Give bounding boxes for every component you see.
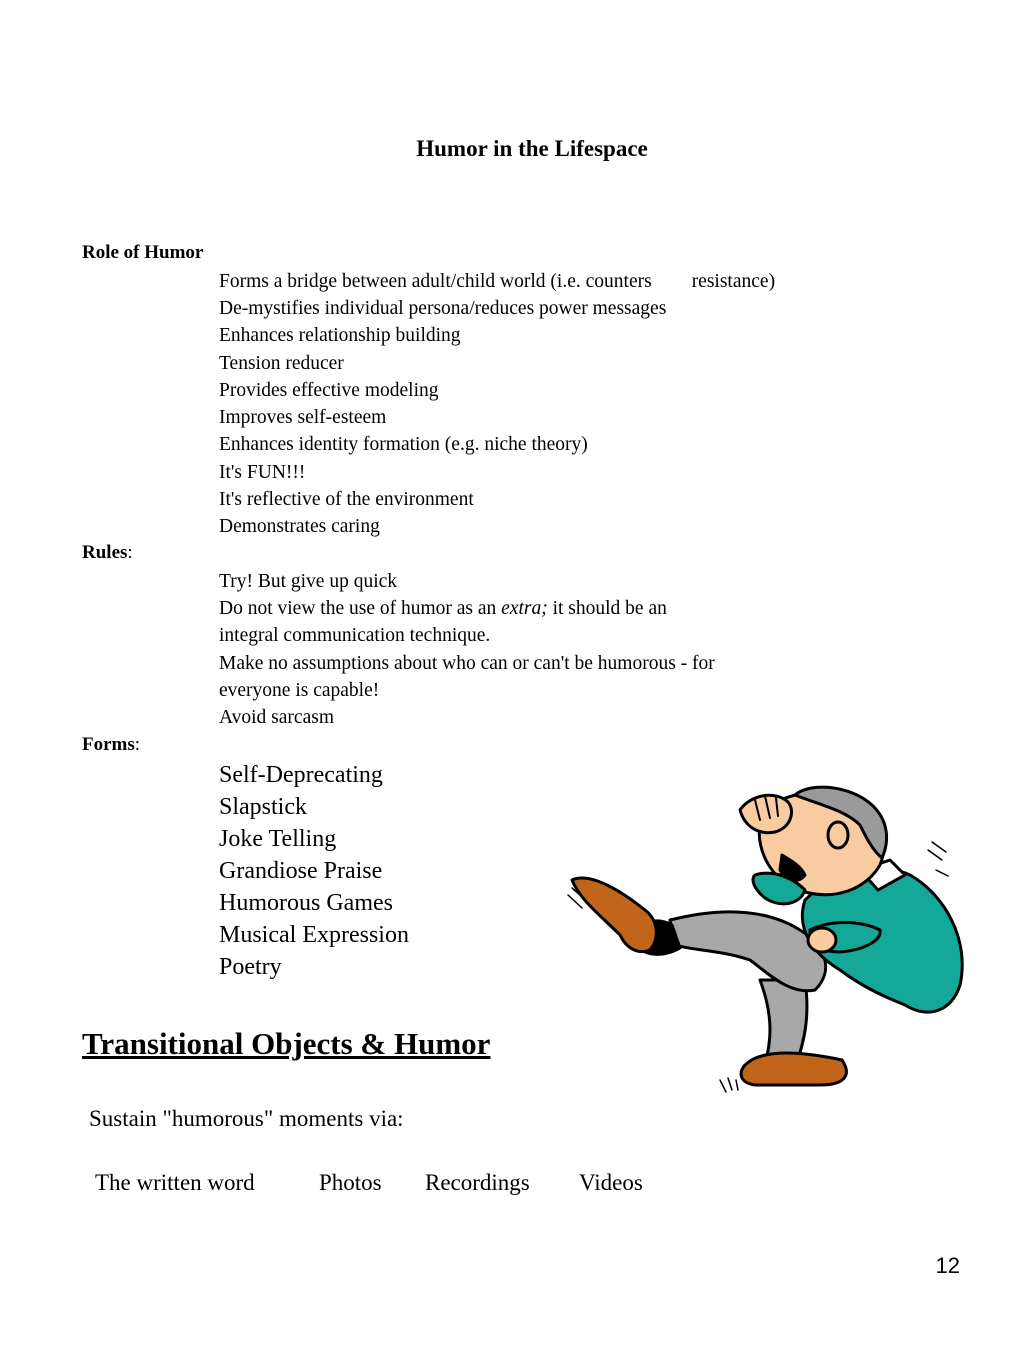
role-item: Improves self-esteem — [219, 407, 387, 428]
rule-item-continuation: integral communication technique. — [219, 625, 491, 646]
forms-heading: Forms: — [82, 734, 141, 755]
media-item: Videos — [579, 1170, 643, 1195]
rule-item-continuation: everyone is capable! — [219, 680, 380, 701]
rules-heading: Rules: — [82, 542, 133, 563]
role-item: It's reflective of the environment — [219, 489, 474, 510]
rule-item: Make no assumptions about who can or can't be humorous - for — [219, 653, 715, 674]
role-heading: Role of Humor — [82, 242, 204, 263]
media-item: The written word — [95, 1170, 255, 1195]
form-item: Grandiose Praise — [219, 858, 383, 884]
rule-item: Try! But give up quick — [219, 571, 398, 592]
form-item: Poetry — [219, 954, 282, 980]
form-item: Slapstick — [219, 794, 307, 820]
role-item: De-mystifies individual persona/reduces power messages — [219, 298, 667, 319]
media-item: Recordings — [425, 1170, 530, 1195]
role-item: Enhances relationship building — [219, 325, 461, 346]
page-title: Humor in the Lifespace — [416, 136, 648, 161]
role-item: Provides effective modeling — [219, 380, 439, 401]
back-shoe — [741, 1053, 846, 1085]
sustain-text: Sustain "humorous" moments via: — [89, 1106, 404, 1131]
media-item: Photos — [319, 1170, 382, 1195]
transitional-heading: Transitional Objects & Humor — [82, 1026, 491, 1061]
rule-item: Do not view the use of humor as an extra; it should be an — [219, 598, 667, 619]
role-item: Demonstrates caring — [219, 516, 380, 537]
form-item: Self-Deprecating — [219, 762, 383, 788]
form-item: Humorous Games — [219, 890, 393, 916]
role-item: Tension reducer — [219, 353, 344, 374]
role-item: Forms a bridge between adult/child world (i.e. counters resistance) — [219, 271, 776, 292]
role-item: It's FUN!!! — [219, 462, 306, 483]
kicking-man-icon — [560, 780, 980, 1100]
form-item: Joke Telling — [219, 826, 337, 852]
rule-item: Avoid sarcasm — [219, 707, 334, 728]
role-item: Enhances identity formation (e.g. niche theory) — [219, 434, 588, 455]
fist — [808, 928, 836, 952]
form-item: Musical Expression — [219, 922, 409, 948]
front-shoe — [572, 878, 656, 952]
page-number: 12 — [935, 1253, 960, 1278]
